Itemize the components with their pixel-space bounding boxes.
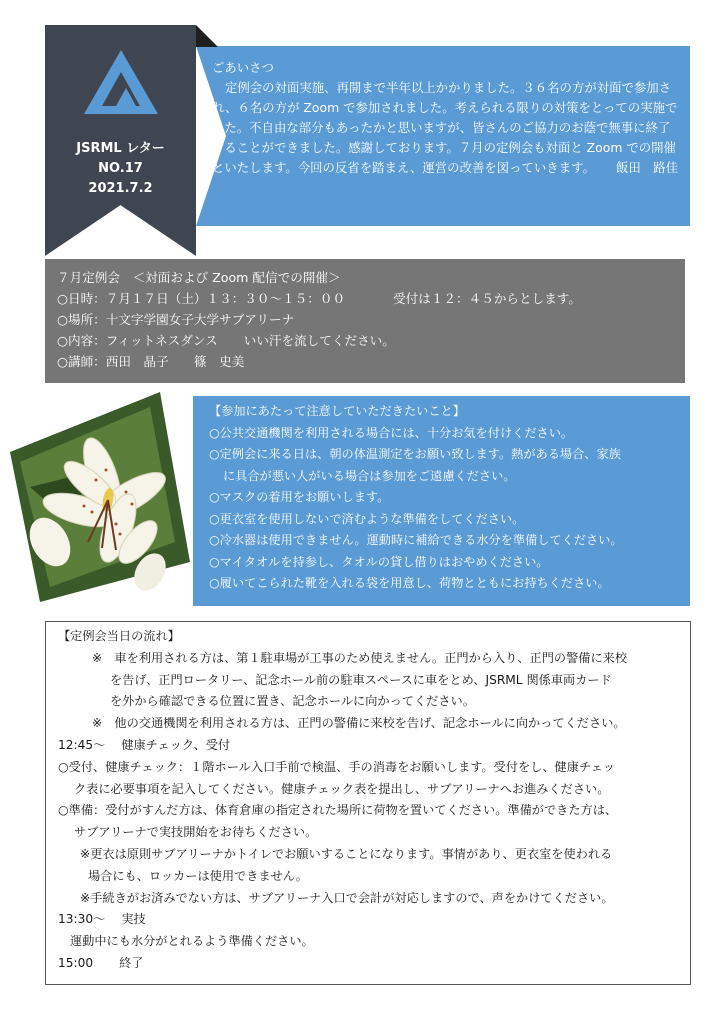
time-1330-label: 実技 [121, 912, 146, 927]
participation-notes-box [193, 396, 690, 606]
changing-note-2: 場合にも、ロッカーは使用できません。 [88, 868, 308, 883]
meeting-instructors: ○講師：西田 晶子 篠 史美 [57, 354, 245, 369]
notes-item: ○定例会に来る日は、朝の体温測定をお願い致します。熱がある場合、家族 [209, 447, 621, 461]
preparation-line-1: ○準備：受付がすんだ方は、体育倉庫の指定された場所に荷物を置いてください。準備ができた方は、 [58, 803, 618, 818]
reception-line-2: ク表に必要事項を記入してください。健康チェック表を提出し、サブアリーナへお進みください。 [74, 781, 610, 796]
changing-note-1: ※更衣は原則サブアリーナかトイレでお願いすることになります。事情があり、更衣室を使われる [80, 846, 613, 861]
greeting-signature: 飯田 路佳 [616, 160, 678, 175]
meeting-content: ○内容：フィットネスダンス [57, 333, 218, 348]
day-flow-box [45, 621, 691, 985]
car-note-line-1: ※ 車を利用される方は、第１駐車場が工事のため使えません。正門から入り、正門の警備に来校 [92, 650, 628, 665]
ribbon-fold [196, 25, 218, 47]
notes-item-continued: に具合が悪い人がいる場合は参加をご遠慮ください。 [223, 468, 516, 483]
meeting-reception: 受付は１２：４５からとします。 [393, 291, 581, 306]
newsletter-title: JSRML レター [76, 141, 165, 156]
greeting-body: 定例会の対面実施、再開まで半年以上かかりました。３６名の方が対面で参加され、６名の方が Zoom で参加されました。考えられる限りの対策をとっての実施でした。不自由な部分もあったかと思いますが、皆さんのご協力のお蔭で無事に終了することができました。感謝しております。７月の定例会も対面と Zoom での開催といたします。今回の反省を踏まえ、運営の改善を図っていきます。 [212, 80, 678, 175]
other-transport-note: ※ 他の交通機関を利用される方は、正門の警備に来校を告げ、記念ホールに向かってください。 [92, 716, 626, 731]
notes-item: ○履いてこられた靴を入れる袋を用意し、荷物とともにお持ちください。 [209, 576, 610, 590]
time-1245-label: 健康チェック、受付 [121, 737, 231, 752]
notes-item: ○公共交通機関を利用される場合には、十分お気を付けください。 [209, 425, 574, 440]
flow-title: 【定例会当日の流れ】 [58, 629, 180, 643]
practice-note: 運動中にも水分がとれるよう準備ください。 [70, 934, 314, 949]
greeting-section [212, 58, 682, 178]
time-1245: 12:45～ [58, 737, 106, 752]
accounting-note: ※手続きがお済みでない方は、サブアリーナ入口で会計が対応しますので、声をかけてください。 [80, 890, 614, 905]
issue-number: NO.17 [98, 161, 143, 176]
reception-line-1: ○受付、健康チェック：１階ホール入口手前で検温、手の消毒をお願いします。受付をし、健康チェッ [58, 759, 616, 774]
greeting-title: ごあいさつ [212, 60, 274, 75]
notes-item: ○マスクの着用をお願いします。 [209, 490, 390, 504]
preparation-line-2: サブアリーナで実技開始をお待ちください。 [74, 825, 318, 840]
notes-item: ○更衣室を使用しないで済むような準備をしてください。 [209, 511, 525, 526]
time-1330-line [58, 909, 690, 931]
time-1500: 15:00 [58, 955, 94, 970]
ribbon-title-block [45, 139, 196, 199]
notes-item: ○マイタオルを持参し、タオルの貸し借りはおやめください。 [209, 554, 549, 569]
meeting-datetime: ○日時：７月１７日（土）１３：３０～１５：００ [57, 291, 346, 306]
meeting-content-note: いい汗を流してください。 [243, 333, 395, 348]
jsrml-logo-icon [82, 48, 160, 118]
lily-photo [10, 392, 190, 602]
meeting-place: ○場所：十文字学園女子大学サブアリーナ [57, 312, 295, 327]
meeting-datetime-line [57, 288, 685, 309]
issue-date: 2021.7.2 [88, 181, 153, 196]
car-note-line-3: を外から確認できる位置に置き、記念ホールに向かってください。 [110, 694, 475, 709]
meeting-title: ７月定例会 ＜対面および Zoom 配信での開催＞ [57, 270, 341, 285]
time-1330: 13:30～ [58, 912, 106, 927]
time-1245-line [58, 735, 690, 757]
notes-title: 【参加にあたって注意していただきたいこと】 [209, 404, 465, 418]
meeting-info-box [45, 259, 685, 383]
car-note-line-2: を告げ、正門ロータリー、記念ホール前の駐車スペースに車をとめ、JSRML 関係車両カード [110, 672, 612, 687]
notes-item: ○冷水器は使用できません。運動時に補給できる水分を準備してください。 [209, 533, 623, 547]
meeting-content-line [57, 330, 685, 351]
time-1500-label: 終了 [119, 955, 144, 970]
time-1500-line [58, 953, 690, 975]
